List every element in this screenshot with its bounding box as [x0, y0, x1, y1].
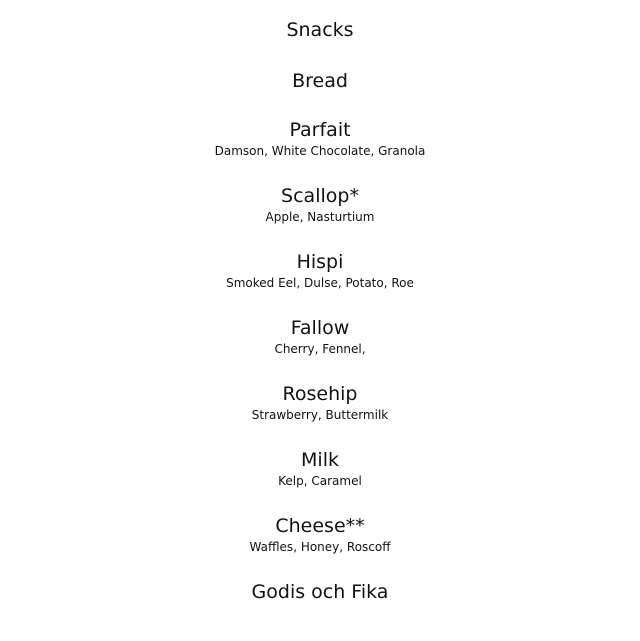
course-description: Waffles, Honey, Roscoff [249, 540, 391, 554]
course-godis-och-fika [0, 580, 640, 604]
course-name: Parfait [289, 119, 351, 141]
course-cheese [0, 514, 640, 555]
course-scallop [0, 184, 640, 225]
course-name: Snacks [286, 19, 354, 41]
course-name: Godis och Fika [251, 581, 389, 603]
course-name: Rosehip [282, 383, 358, 405]
course-milk [0, 448, 640, 489]
course-description: Apple, Nasturtium [265, 210, 375, 224]
course-name: Fallow [290, 317, 350, 339]
course-name: Hispi [296, 251, 344, 273]
course-bread [0, 69, 640, 93]
course-description: Kelp, Caramel [278, 474, 362, 488]
course-rosehip [0, 382, 640, 423]
course-description: Smoked Eel, Dulse, Potato, Roe [226, 276, 414, 290]
course-name: Cheese** [275, 515, 365, 537]
course-description: Damson, White Chocolate, Granola [214, 144, 426, 158]
course-description: Strawberry, Buttermilk [251, 408, 389, 422]
course-fallow [0, 316, 640, 357]
course-description: Cherry, Fennel, [274, 342, 366, 356]
course-hispi [0, 250, 640, 291]
course-name: Bread [292, 70, 348, 92]
course-snacks [0, 18, 640, 42]
course-name: Scallop* [281, 185, 359, 207]
course-name: Milk [301, 449, 339, 471]
course-parfait [0, 118, 640, 159]
